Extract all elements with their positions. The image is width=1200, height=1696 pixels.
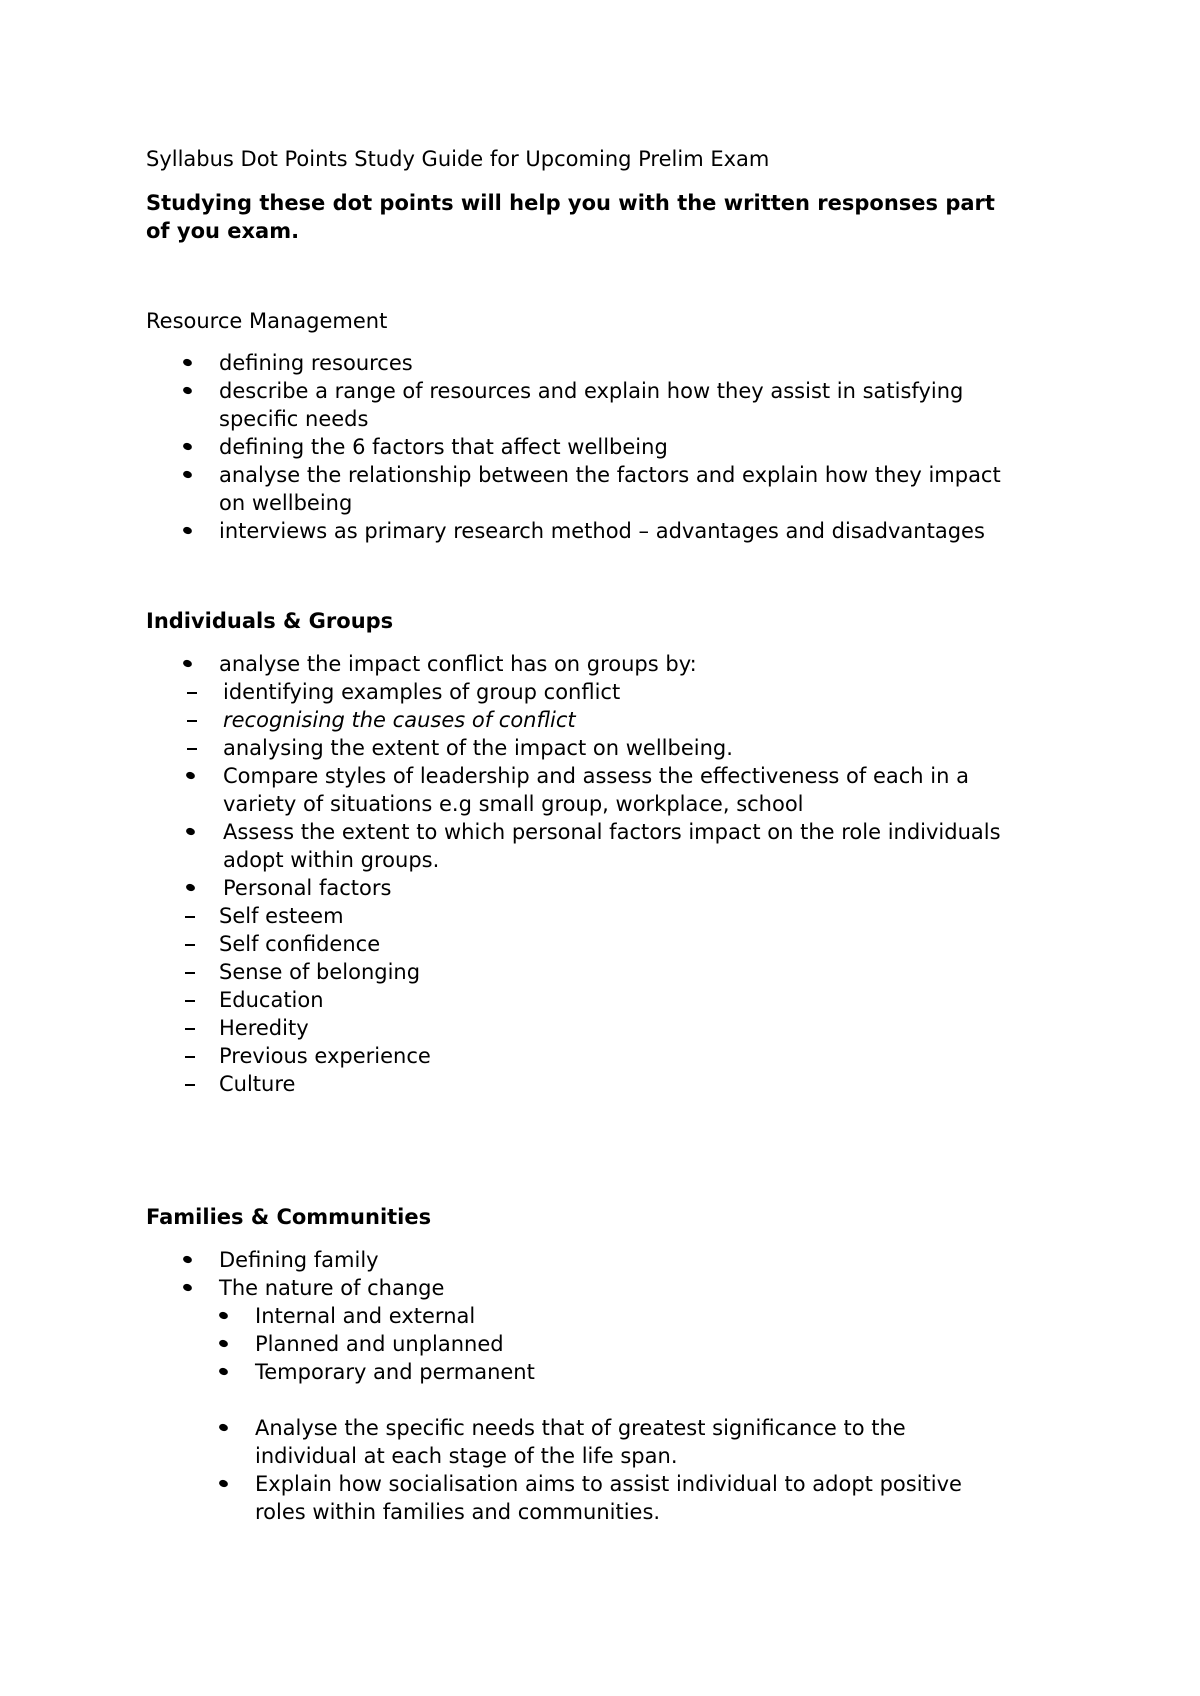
dash-icon <box>187 720 197 722</box>
list-item: defining resources <box>219 351 413 375</box>
list-item: Heredity <box>219 1016 309 1040</box>
list-item-cont: roles within families and communities. <box>255 1500 661 1524</box>
list-item: Explain how socialisation aims to assist individual to adopt positive <box>255 1472 962 1496</box>
dash-icon <box>185 972 195 974</box>
bullet-icon <box>185 771 196 781</box>
list-item: analysing the extent of the impact on wellbeing. <box>223 736 733 760</box>
bullet-icon <box>182 470 193 480</box>
list-item: identifying examples of group conflict <box>223 680 621 704</box>
dash-icon <box>187 748 197 750</box>
list-item: Planned and unplanned <box>255 1332 504 1356</box>
section-heading-families: Families & Communities <box>146 1205 432 1229</box>
list-item: The nature of change <box>219 1276 445 1300</box>
bullet-icon <box>182 1283 193 1293</box>
list-item: Internal and external <box>255 1304 476 1328</box>
dash-icon <box>185 1056 195 1058</box>
list-item-cont: adopt within groups. <box>223 848 440 872</box>
list-item: Education <box>219 988 324 1012</box>
dash-icon <box>185 944 195 946</box>
list-item: recognising the causes of conflict <box>223 708 576 732</box>
dash-icon <box>185 916 195 918</box>
bullet-icon <box>182 442 193 452</box>
list-item: analyse the impact conflict has on groups by: <box>219 652 697 676</box>
list-item-cont: on wellbeing <box>219 491 353 515</box>
bullet-icon <box>182 659 193 669</box>
list-item: Assess the extent to which personal factors impact on the role individuals <box>223 820 1001 844</box>
list-item: analyse the relationship between the factors and explain how they impact <box>219 463 1001 487</box>
list-item: Culture <box>219 1072 296 1096</box>
dash-icon <box>187 692 197 694</box>
list-item: Temporary and permanent <box>255 1360 535 1384</box>
list-item: Personal factors <box>223 876 392 900</box>
list-item: Defining family <box>219 1248 379 1272</box>
list-item: Compare styles of leadership and assess the effectiveness of each in a <box>223 764 969 788</box>
bullet-icon <box>182 1255 193 1265</box>
list-item: interviews as primary research method – advantages and disadvantages <box>219 519 985 543</box>
list-item: Previous experience <box>219 1044 431 1068</box>
list-item: defining the 6 factors that affect wellbeing <box>219 435 668 459</box>
bullet-icon <box>182 386 193 396</box>
list-item: Analyse the specific needs that of greatest significance to the <box>255 1416 906 1440</box>
list-item: Sense of belonging <box>219 960 421 984</box>
bullet-icon <box>218 1423 229 1433</box>
bullet-icon <box>185 827 196 837</box>
list-item-cont: variety of situations e.g small group, workplace, school <box>223 792 804 816</box>
bullet-icon <box>218 1311 229 1321</box>
bullet-icon <box>185 883 196 893</box>
list-item: Self confidence <box>219 932 381 956</box>
section-heading-resource: Resource Management <box>146 309 388 333</box>
list-item: Self esteem <box>219 904 344 928</box>
list-item: describe a range of resources and explain how they assist in satisfying <box>219 379 964 403</box>
list-item-cont: individual at each stage of the life span. <box>255 1444 678 1468</box>
section-heading-individuals: Individuals & Groups <box>146 609 394 633</box>
dash-icon <box>185 1000 195 1002</box>
bullet-icon <box>218 1367 229 1377</box>
document-title: Syllabus Dot Points Study Guide for Upcoming Prelim Exam <box>146 147 770 171</box>
list-item-cont: specific needs <box>219 407 369 431</box>
bullet-icon <box>182 358 193 368</box>
document-subtitle: Studying these dot points will help you with the written responses part <box>146 191 995 215</box>
bullet-icon <box>182 526 193 536</box>
bullet-icon <box>218 1339 229 1349</box>
dash-icon <box>185 1028 195 1030</box>
document-subtitle-cont: of you exam. <box>146 219 300 243</box>
bullet-icon <box>218 1479 229 1489</box>
dash-icon <box>185 1084 195 1086</box>
